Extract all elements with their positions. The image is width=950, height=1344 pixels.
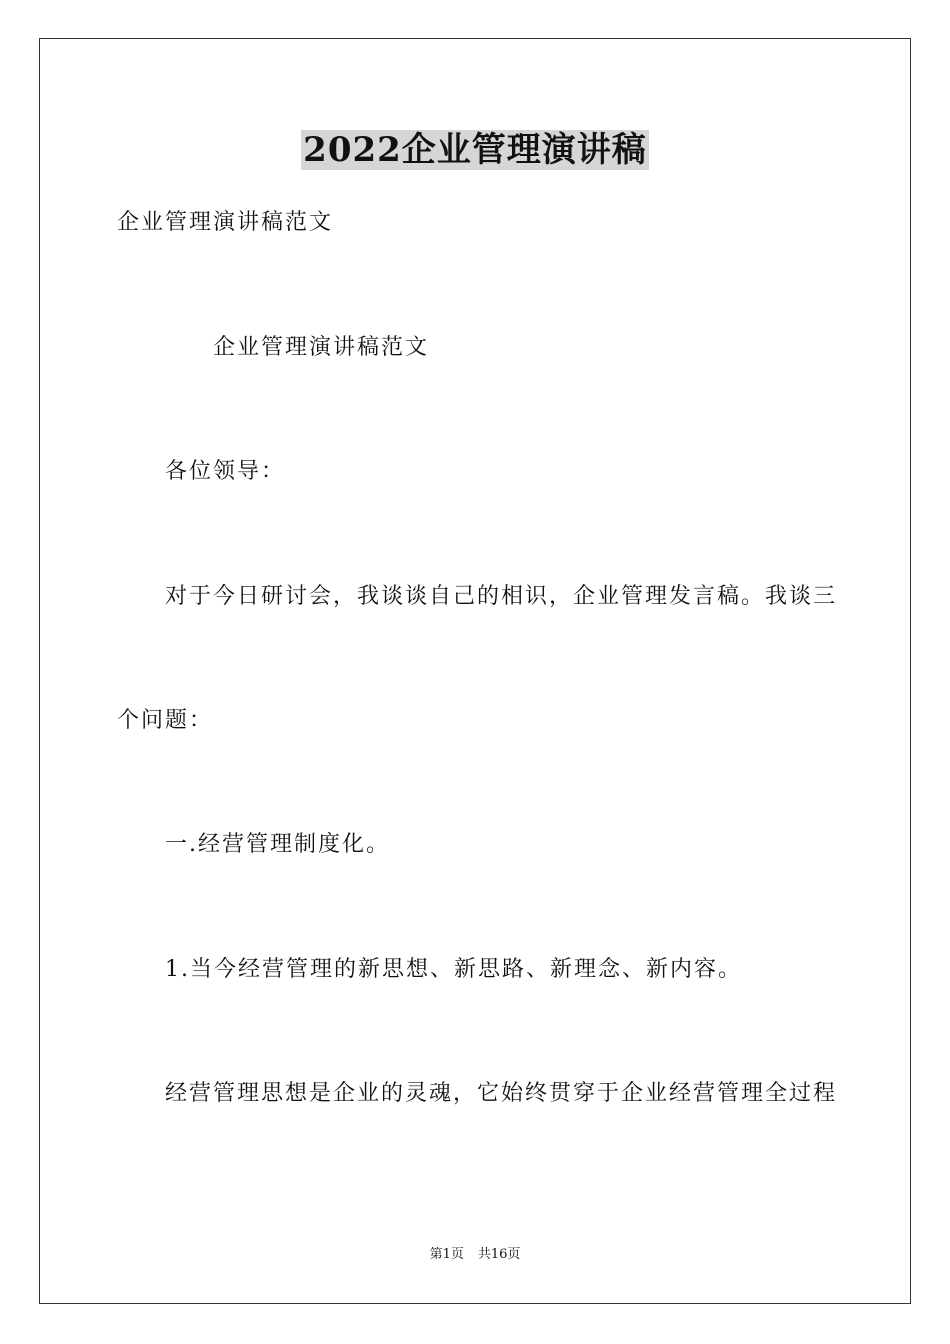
- page-total: 共16页: [477, 1247, 521, 1262]
- title-text: 2022企业管理演讲稿: [303, 130, 647, 170]
- paragraph-line: 对于今日研讨会，我谈谈自己的相识，企业管理发言稿。我谈三: [165, 584, 838, 609]
- paragraph-line: 个问题：: [117, 708, 214, 733]
- page-number: 第1页: [429, 1247, 464, 1262]
- subtitle-line: 企业管理演讲稿范文: [117, 210, 334, 235]
- paragraph-line: 经营管理思想是企业的灵魂，它始终贯穿于企业经营管理全过程: [165, 1081, 838, 1106]
- section-heading-line: 一.经营管理制度化。: [165, 832, 390, 857]
- list-item-line: 1.当今经营管理的新思想、新思路、新理念、新内容。: [165, 957, 742, 982]
- heading-line: 企业管理演讲稿范文: [213, 335, 430, 360]
- page-footer: [0, 1246, 950, 1264]
- document-title: [0, 128, 950, 172]
- salutation-line: 各位领导：: [165, 459, 286, 484]
